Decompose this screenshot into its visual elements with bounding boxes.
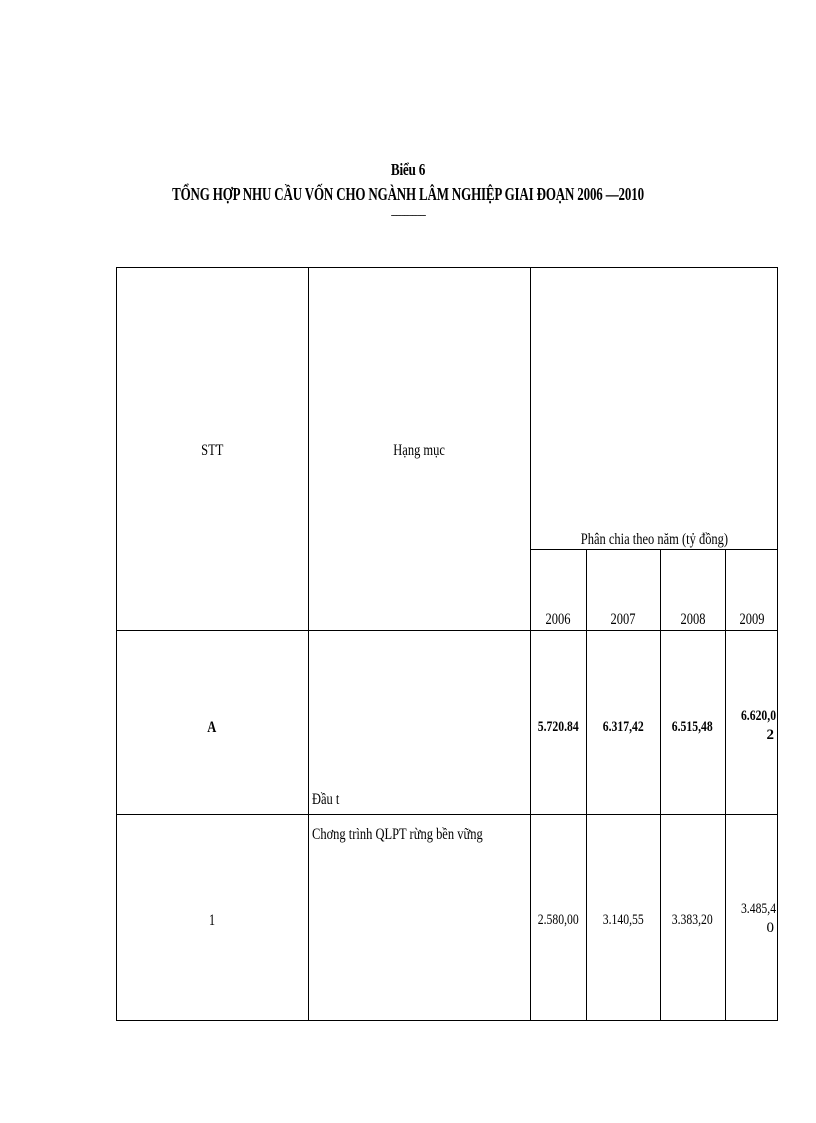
table-border-top — [116, 267, 778, 268]
col-divider-item — [530, 267, 531, 1021]
row-a-2007: 6.317,42 — [602, 719, 644, 735]
header-row-divider — [116, 630, 778, 631]
group-header-divider — [530, 549, 778, 550]
row-1-2007: 3.140,55 — [602, 912, 644, 928]
table-border-left — [116, 267, 117, 1021]
header-year-2007: 2007 — [610, 611, 636, 628]
row-1-2008: 3.383,20 — [672, 912, 713, 928]
row-1-item: Chơng trình QLPT rừng bền vững — [312, 826, 483, 843]
funding-table — [116, 267, 778, 1021]
row-a-stt: A — [207, 719, 217, 736]
header-year-2009: 2009 — [739, 611, 764, 628]
header-year-group: Phân chia theo năm (tỷ đồng) — [580, 531, 728, 548]
row-a-2009: 6.620,0 2 — [740, 708, 777, 743]
row-a-2006: 5.720.84 — [537, 719, 579, 735]
row-1-2009: 3.485,4 0 — [740, 901, 777, 936]
header-year-2006: 2006 — [545, 611, 571, 628]
row-1-2006: 2.580,00 — [537, 912, 579, 928]
row-a-2008: 6.515,48 — [672, 719, 713, 735]
row-1-stt: 1 — [208, 912, 216, 929]
row-a-item: Đầu t — [312, 791, 340, 808]
header-year-2008: 2008 — [680, 611, 705, 628]
table-border-bottom — [116, 1020, 778, 1021]
header-item: Hạng mục — [393, 442, 445, 459]
header-stt: STT — [200, 442, 224, 459]
caption: Biểu 6 — [390, 160, 426, 179]
page-title: TỔNG HỢP NHU CẦU VỐN CHO NGÀNH LÂM NGHIỆP GIAI ĐOẠN 2006 —2010 — [172, 184, 644, 204]
col-divider-stt — [308, 267, 309, 1021]
row-divider — [116, 814, 778, 815]
title-separator: ------------- — [390, 209, 426, 221]
